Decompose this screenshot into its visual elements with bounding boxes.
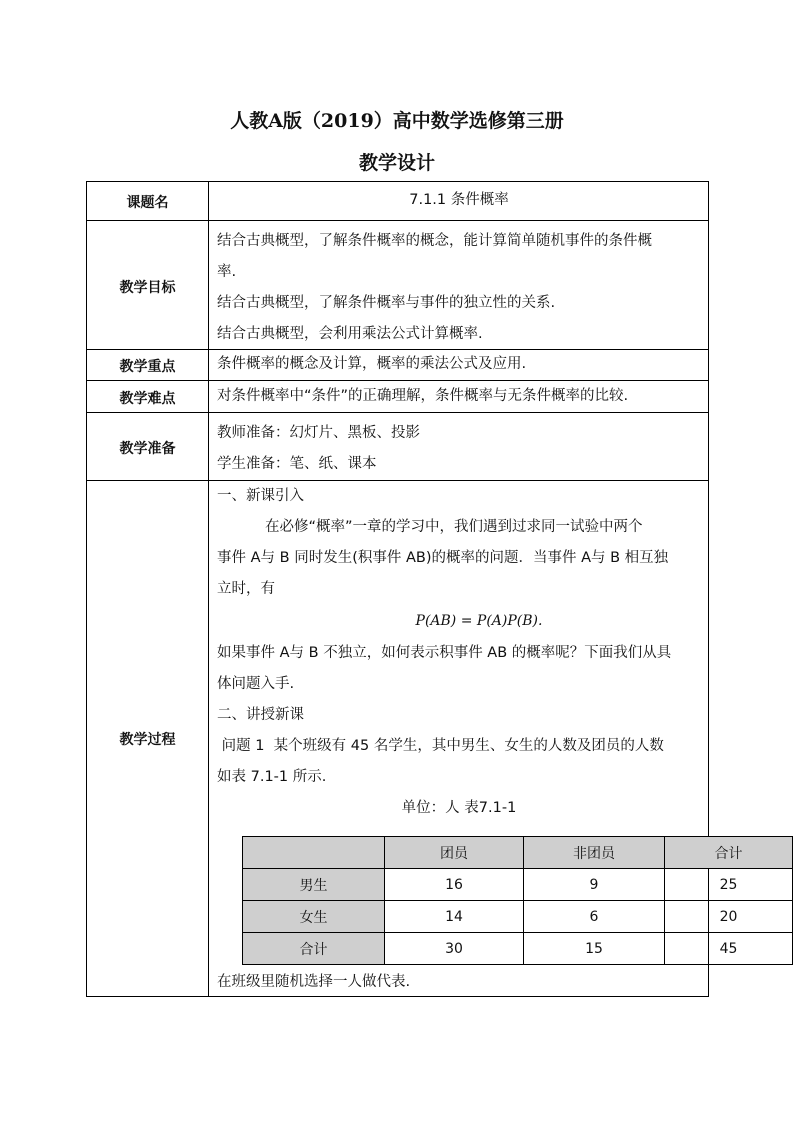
paragraph-line: 如果事件 A与 B 不独立，如何表示积事件 AB 的概率呢？下面我们从具 (217, 645, 672, 661)
data-table-7-1-1 (242, 836, 793, 965)
table-header-cell: 团员 (385, 837, 524, 869)
goals-content (217, 226, 701, 350)
table-cell: 14 (385, 901, 524, 933)
goal-line: 结合古典概型，了解条件概率的概念，能计算简单随机事件的条件概 (217, 233, 652, 249)
table-row (243, 869, 793, 901)
table-cell: 30 (385, 933, 524, 965)
process-label: 教学过程 (119, 732, 176, 748)
topic-label: 课题名 (126, 195, 169, 211)
table-row (243, 901, 793, 933)
table-cell: 9 (524, 869, 665, 901)
column-divider (208, 182, 209, 996)
key-points-value: 条件概率的概念及计算，概率的乘法公式及应用. (217, 356, 527, 372)
formula-expression: P(AB) = P(A)P(B) (415, 613, 538, 629)
preparation-line: 教师准备：幻灯片、黑板、投影 (217, 425, 420, 441)
section-heading: 一、新课引入 (217, 488, 304, 504)
table-header-cell (243, 837, 385, 869)
paragraph-line: 体问题入手. (217, 676, 295, 692)
table-caption: 单位：人 表7.1-1 (401, 800, 517, 816)
row-divider (87, 412, 708, 413)
paragraph-line: 在必修“概率”一章的学习中，我们遇到过求同一试验中两个 (265, 519, 643, 535)
goal-line: 率. (217, 264, 237, 280)
table-header-cell: 合计 (665, 837, 793, 869)
formula-period: . (538, 613, 543, 629)
table-header-cell: 非团员 (524, 837, 665, 869)
table-cell: 6 (524, 901, 665, 933)
table-row-label: 女生 (243, 901, 385, 933)
table-cell: 20 (665, 901, 793, 933)
row-divider (87, 220, 708, 221)
difficulties-label: 教学难点 (119, 391, 176, 407)
process-content (217, 481, 701, 824)
table-cell: 15 (524, 933, 665, 965)
problem-line: 如表 7.1-1 所示. (217, 769, 327, 785)
formula (217, 605, 701, 638)
goal-line: 结合古典概型，会利用乘法公式计算概率. (217, 326, 483, 342)
document-title: 人教A版（2019）高中数学选修第三册 (230, 110, 564, 132)
document-subtitle: 教学设计 (358, 152, 435, 174)
goals-label: 教学目标 (119, 280, 176, 296)
table-row-label: 男生 (243, 869, 385, 901)
paragraph-line: 立时，有 (217, 581, 275, 597)
topic-value: 7.1.1 条件概率 (409, 192, 509, 208)
difficulties-value: 对条件概率中“条件”的正确理解，条件概率与无条件概率的比较. (217, 388, 629, 404)
preparation-content (217, 418, 701, 480)
table-cell: 25 (665, 869, 793, 901)
table-cell: 45 (665, 933, 793, 965)
problem-line: 问题 1 某个班级有 45 名学生，其中男生、女生的人数及团员的人数 (217, 738, 664, 754)
after-table-text: 在班级里随机选择一人做代表. (217, 974, 411, 990)
preparation-line: 学生准备：笔、纸、课本 (217, 456, 377, 472)
preparation-label: 教学准备 (119, 441, 176, 457)
goal-line: 结合古典概型，了解条件概率与事件的独立性的关系. (217, 295, 556, 311)
table-header-row (243, 837, 793, 869)
table-row (243, 933, 793, 965)
paragraph-line: 事件 A与 B 同时发生(积事件 AB)的概率的问题．当事件 A与 B 相互独 (217, 550, 669, 566)
key-points-label: 教学重点 (119, 359, 176, 375)
table-row-label: 合计 (243, 933, 385, 965)
section-heading: 二、讲授新课 (217, 707, 304, 723)
table-cell: 16 (385, 869, 524, 901)
